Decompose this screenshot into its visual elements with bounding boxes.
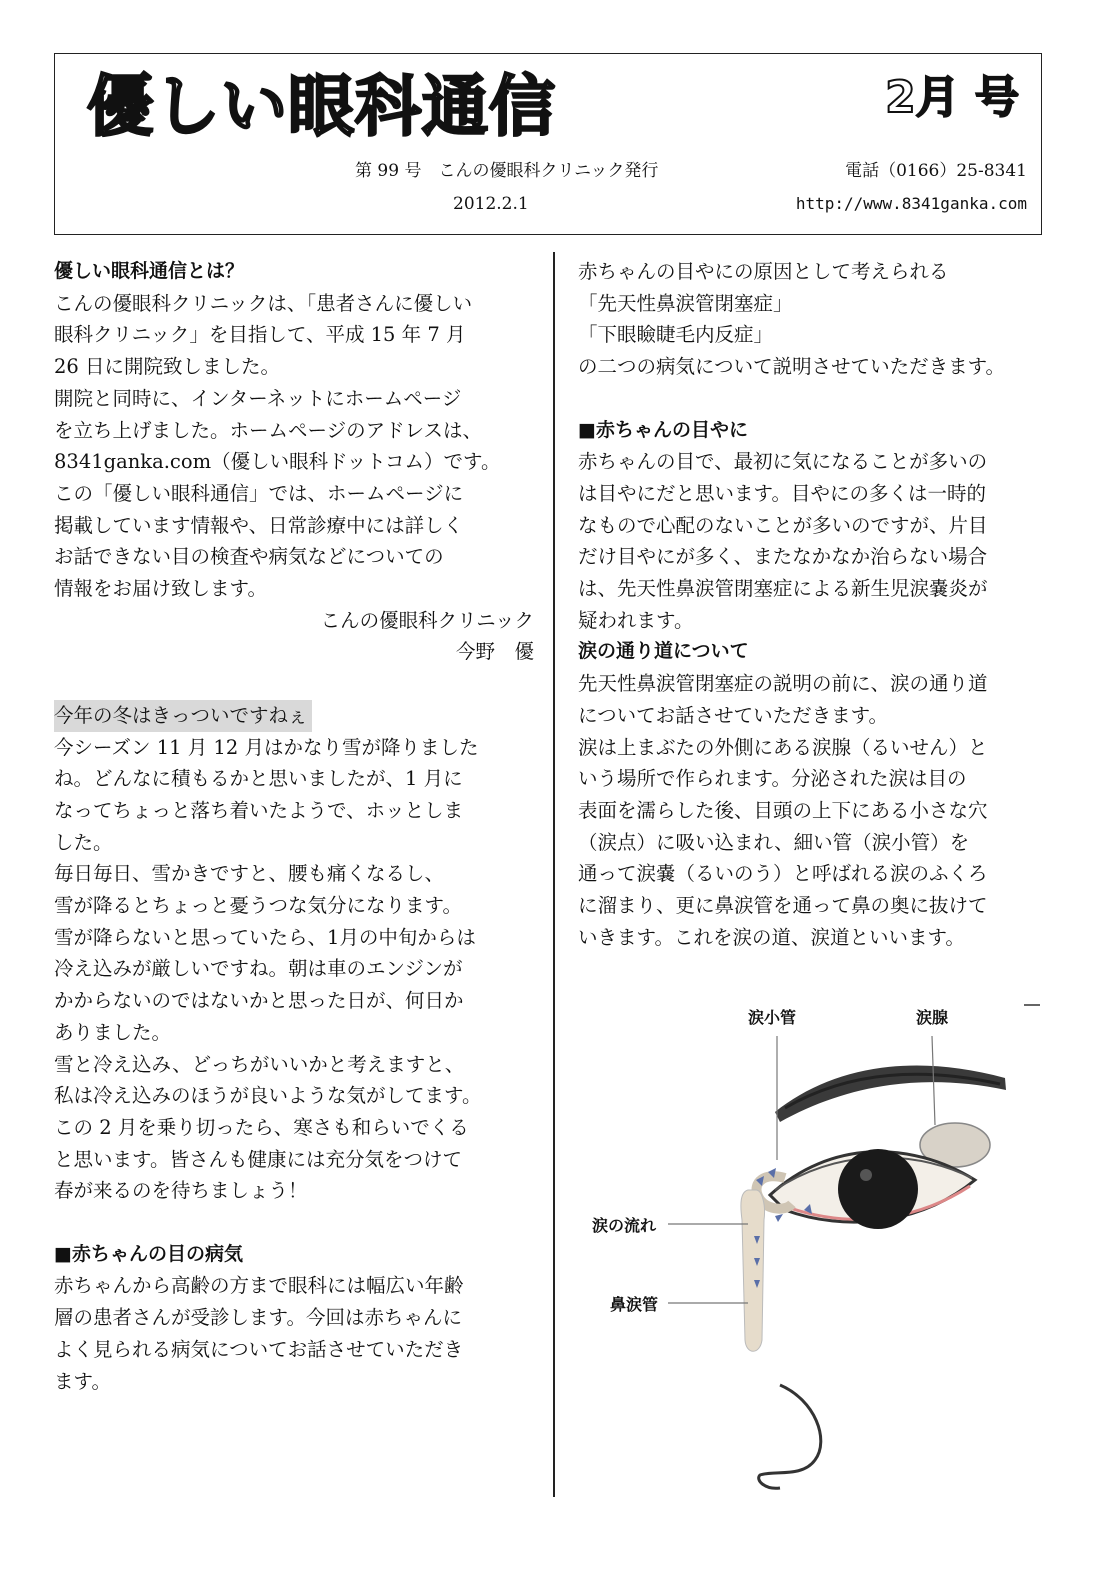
text-line: この 2 月を乗り切ったら、寒さも和らいでくる <box>54 1115 469 1139</box>
label-tear-flow: 涙の流れ <box>592 1216 657 1235</box>
text-line: 疑われます。 <box>578 608 694 632</box>
text-line: お話できない目の検査や病気などについての <box>54 545 444 569</box>
discharge-paragraph <box>578 446 1066 636</box>
text-line: 層の患者さんが受診します。今回は赤ちゃんに <box>54 1306 462 1330</box>
text-line: よく見られる病気についてお話させていただき <box>54 1337 464 1361</box>
tear-drainage-diagram <box>580 1000 1050 1490</box>
right-column <box>578 256 1066 953</box>
text-line: 掲載しています情報や、日常診療中には詳しく <box>54 513 464 537</box>
text-line: は目やにだと思います。目やにの多くは一時的 <box>578 481 986 505</box>
text-line: ます。 <box>54 1369 111 1393</box>
text-line: なもので心配のないことが多いのですが、片目 <box>578 513 988 537</box>
spacer <box>578 383 1066 415</box>
causes-paragraph <box>578 256 1066 383</box>
intro-heading: 優しい眼科通信とは？ <box>54 260 245 282</box>
spacer <box>54 668 534 700</box>
spacer <box>54 1207 534 1239</box>
text-line: この「優しい眼科通信」では、ホームページに <box>54 481 464 505</box>
text-line: 雪と冷え込み、どっちがいいかと考えますと、 <box>54 1052 465 1076</box>
text-line: の二つの病気について説明させていただきます。 <box>578 355 1006 379</box>
text-line: 情報をお届け致します。 <box>54 577 267 601</box>
text-line: 眼科クリニック」を目指して、平成 15 年 7 月 <box>54 323 466 347</box>
text-line: こんの優眼科クリニックは、「患者さんに優しい <box>54 291 473 315</box>
text-line: かからないのではないかと思った日が、何日か <box>54 989 464 1013</box>
nasolacrimal-duct <box>741 1190 765 1351</box>
text-line: 私は冷え込みのほうが良いような気がしてます。 <box>54 1084 482 1108</box>
tear-path-heading: 涙の通り道について <box>578 640 749 663</box>
label-canaliculus: 涙小管 <box>748 1008 797 1027</box>
label-nasolacrimal-duct: 鼻涙管 <box>610 1295 659 1314</box>
label-lacrimal-gland: 涙腺 <box>916 1008 949 1027</box>
text-line: 通って涙嚢（るいのう）と呼ばれる涙のふくろ <box>578 862 988 886</box>
newsletter-title: 優しい眼科通信 <box>87 68 556 145</box>
text-line: ありました。 <box>54 1020 172 1044</box>
iris <box>838 1149 918 1229</box>
text-line: に溜まり、更に鼻涙管を通って鼻の奥に抜けて <box>578 894 988 918</box>
text-line: 今シーズン 11 月 12 月はかなり雪が降りました <box>54 735 479 759</box>
text-line: 26 日に開院致しました。 <box>54 355 281 379</box>
left-column <box>54 256 534 1397</box>
intro-paragraph <box>54 288 534 605</box>
discharge-heading: ■赤ちゃんの目やに <box>578 418 748 441</box>
signature-clinic: こんの優眼科クリニック <box>320 608 534 632</box>
text-line: 毎日毎日、雪かきですと、腰も痛くなるし、 <box>54 862 445 886</box>
text-line: 「先天性鼻涙管閉塞症」 <box>578 291 793 315</box>
column-divider <box>553 252 555 1497</box>
text-line: ね。どんなに積もるかと思いましたが、1 月に <box>54 767 463 791</box>
text-line: についてお話させていただきます。 <box>578 703 889 727</box>
text-line: 赤ちゃんの目やにの原因として考えられる <box>578 260 949 283</box>
text-line: いう場所で作られます。分泌された涙は目の <box>578 767 967 791</box>
issue-publisher-line: 第 99 号 こんの優眼科クリニック発行 <box>355 161 659 181</box>
phone-number: 電話（0166）25-8341 <box>845 161 1027 181</box>
text-line: 開院と同時に、インターネットにホームページ <box>54 386 462 410</box>
text-line: 「下眼瞼睫毛内反症」 <box>578 323 774 347</box>
tear-path-paragraph <box>578 668 1066 953</box>
text-line: 先天性鼻涙管閉塞症の説明の前に、涙の通り道 <box>578 672 988 696</box>
winter-paragraph <box>54 732 534 1208</box>
website-url: http://www.8341ganka.com <box>795 194 1027 213</box>
nose <box>759 1385 821 1488</box>
winter-heading: 今年の冬はきっついですねぇ <box>54 700 312 732</box>
text-line: 雪が降らないと思っていたら、1月の中旬からは <box>54 925 476 949</box>
masthead <box>54 53 1042 235</box>
text-line: 春が来るのを待ちましょう！ <box>54 1179 308 1203</box>
signature-name: 今野 優 <box>455 640 534 664</box>
text-line: 雪が降るとちょっと憂うつな気分になります。 <box>54 894 462 918</box>
text-line: いきます。これを涙の道、涙道といいます。 <box>578 925 965 949</box>
text-line: と思います。皆さんも健康には充分気をつけて <box>54 1147 462 1171</box>
issue-month: 2月 号 <box>885 72 1019 123</box>
text-line: 涙は上まぶたの外側にある涙腺（るいせん）と <box>578 735 988 759</box>
text-line: を立ち上げました。ホームページのアドレスは、 <box>54 418 483 442</box>
text-line: は、先天性鼻涙管閉塞症による新生児涙嚢炎が <box>578 577 988 601</box>
text-line: 表面を濡らした後、目頭の上下にある小さな穴 <box>578 798 988 822</box>
publish-date: 2012.2.1 <box>453 194 529 214</box>
eye-illustration <box>580 1000 1050 1490</box>
text-line: 赤ちゃんの目で、最初に気になることが多いの <box>578 450 988 474</box>
text-line: 冷え込みが厳しいですね。朝は車のエンジンが <box>54 957 463 981</box>
text-line: 8341ganka.com（優しい眼科ドットコム）です。 <box>54 450 501 474</box>
baby-disease-paragraph <box>54 1270 534 1397</box>
text-line: だけ目やにが多く、またなかなか治らない場合 <box>578 545 988 569</box>
text-line: 赤ちゃんから高齢の方まで眼科には幅広い年齢 <box>54 1274 464 1298</box>
text-line: した。 <box>54 830 113 854</box>
baby-disease-heading: ■赤ちゃんの目の病気 <box>54 1242 243 1265</box>
text-line: なってちょっと落ち着いたようで、ホッとしま <box>54 798 464 822</box>
text-line: （涙点）に吸い込まれ、細い管（涙小管）を <box>578 830 970 854</box>
